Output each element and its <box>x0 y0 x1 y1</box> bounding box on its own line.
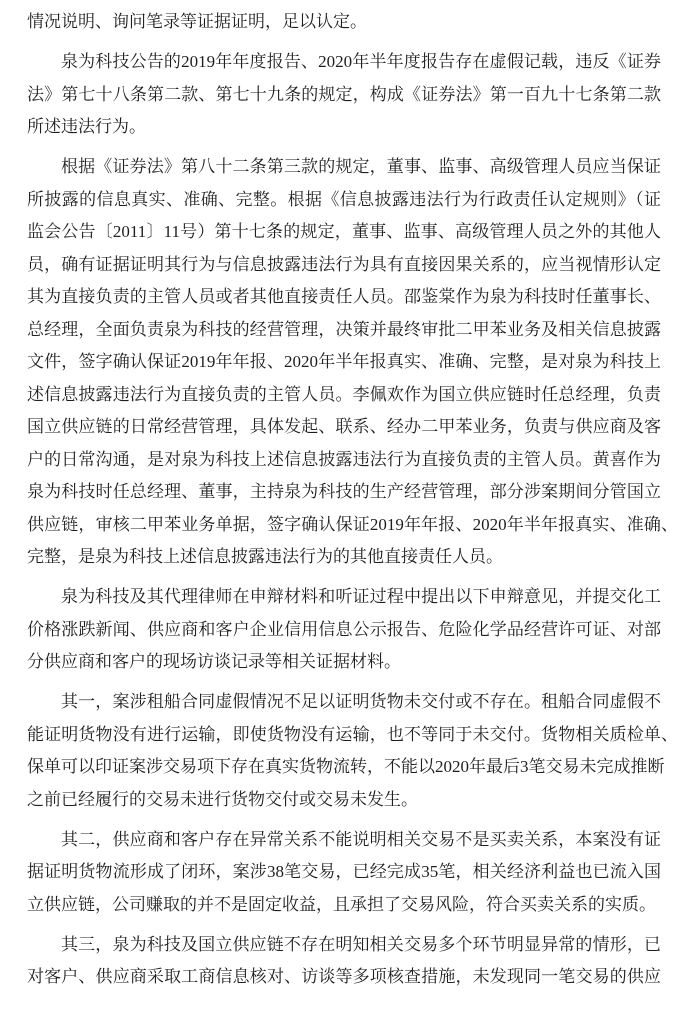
text-line: 对客户、供应商采取工商信息核对、访谈等多项核查措施，未发现同一笔交易的供应 <box>27 967 661 986</box>
paragraph-defense-point-3 <box>27 929 692 994</box>
text-line: 所述违法行为。 <box>27 117 146 136</box>
text-line: 价格涨跌新闻、供应商和客户企业信用信息公示报告、危险化学品经营许可证、对部 <box>27 619 661 639</box>
text-line: 立供应链，公司赚取的并不是固定收益，且承担了交易风险，符合买卖关系的实质。 <box>27 894 656 914</box>
text-line: 户的日常沟通，是对泉为科技上述信息披露违法行为直接负责的主管人员。黄喜作为 <box>27 449 661 469</box>
text-line: 能证明货物没有进行运输，即使货物没有运输，也不等同于未交付。货物相关质检单、 <box>27 724 678 744</box>
text-line: 之前已经履行的交易未进行货物交付或交易未发生。 <box>27 789 418 809</box>
text-line: 监会公告〔2011〕11号）第十七条的规定，董事、监事、高级管理人员之外的其他人 <box>27 222 661 241</box>
text-line: 其三，泉为科技及国立供应链不存在明知相关交易多个环节明显异常的情形，已 <box>61 934 661 954</box>
text-line: 其一，案涉租船合同虚假情况不足以证明货物未交付或不存在。租船合同虚假不 <box>61 692 661 711</box>
text-line: 员，确有证据证明其行为与信息披露违法行为具有直接因果关系的，应当视情形认定 <box>27 254 661 274</box>
paragraph-defense-submission <box>27 581 692 679</box>
text-line: 国立供应链的日常经营管理，具体发起、联系、经办二甲苯业务，负责与供应商及客 <box>27 417 661 436</box>
text-line: 供应链，审核二甲苯业务单据，签字确认保证2019年年报、2020年半年报真实、准确、 <box>27 514 678 534</box>
text-line: 其二，供应商和客户存在异常关系不能说明相关交易不是买卖关系，本案没有证 <box>61 829 661 849</box>
text-line: 保单可以印证案涉交易项下存在真实货物流转，不能以2020年最后3笔交易未完成推断 <box>27 757 665 776</box>
text-line: 根据《证券法》第八十二条第三款的规定，董事、监事、高级管理人员应当保证 <box>61 157 661 176</box>
text-line: 法》第七十八条第二款、第七十九条的规定，构成《证券法》第一百九十七条第二款 <box>27 84 661 104</box>
paragraph-defense-point-1 <box>27 686 692 816</box>
text-line: 其为直接负责的主管人员或者其他直接责任人员。邵鉴棠作为泉为科技时任董事长、 <box>27 287 661 306</box>
text-line: 所披露的信息真实、准确、完整。根据《信息披露违法行为行政责任认定规则》（证 <box>27 189 661 209</box>
text-line: 述信息披露违法行为直接负责的主管人员。李佩欢作为国立供应链时任总经理，负责 <box>27 384 661 404</box>
text-line: 文件，签字确认保证2019年年报、2020年半年报真实、准确、完整，是对泉为科技上 <box>27 352 661 371</box>
paragraph-defense-point-2 <box>27 824 692 922</box>
text-line: 泉为科技公告的2019年年度报告、2020年半年度报告存在虚假记载，违反《证券 <box>61 52 661 71</box>
paragraph-violation-finding <box>27 46 692 144</box>
paragraph-evidence-conclusion <box>27 6 692 39</box>
text-line: 总经理，全面负责泉为科技的经营管理，决策并最终审批二甲苯业务及相关信息披露 <box>27 319 661 339</box>
text-line: 情况说明、询问笔录等证据证明，足以认定。 <box>27 12 367 31</box>
paragraph-responsible-persons <box>27 151 692 574</box>
text-line: 分供应商和客户的现场访谈记录等相关证据材料。 <box>27 652 401 671</box>
text-line: 泉为科技及其代理律师在申辩材料和听证过程中提出以下申辩意见，并提交化工 <box>61 587 661 606</box>
text-line: 完整，是泉为科技上述信息披露违法行为的其他直接责任人员。 <box>27 547 503 566</box>
text-line: 泉为科技时任总经理、董事，主持泉为科技的生产经营管理，部分涉案期间分管国立 <box>27 482 661 501</box>
text-line: 据证明货物流形成了闭环，案涉38笔交易，已经完成35笔，相关经济利益也已流入国 <box>27 862 661 881</box>
